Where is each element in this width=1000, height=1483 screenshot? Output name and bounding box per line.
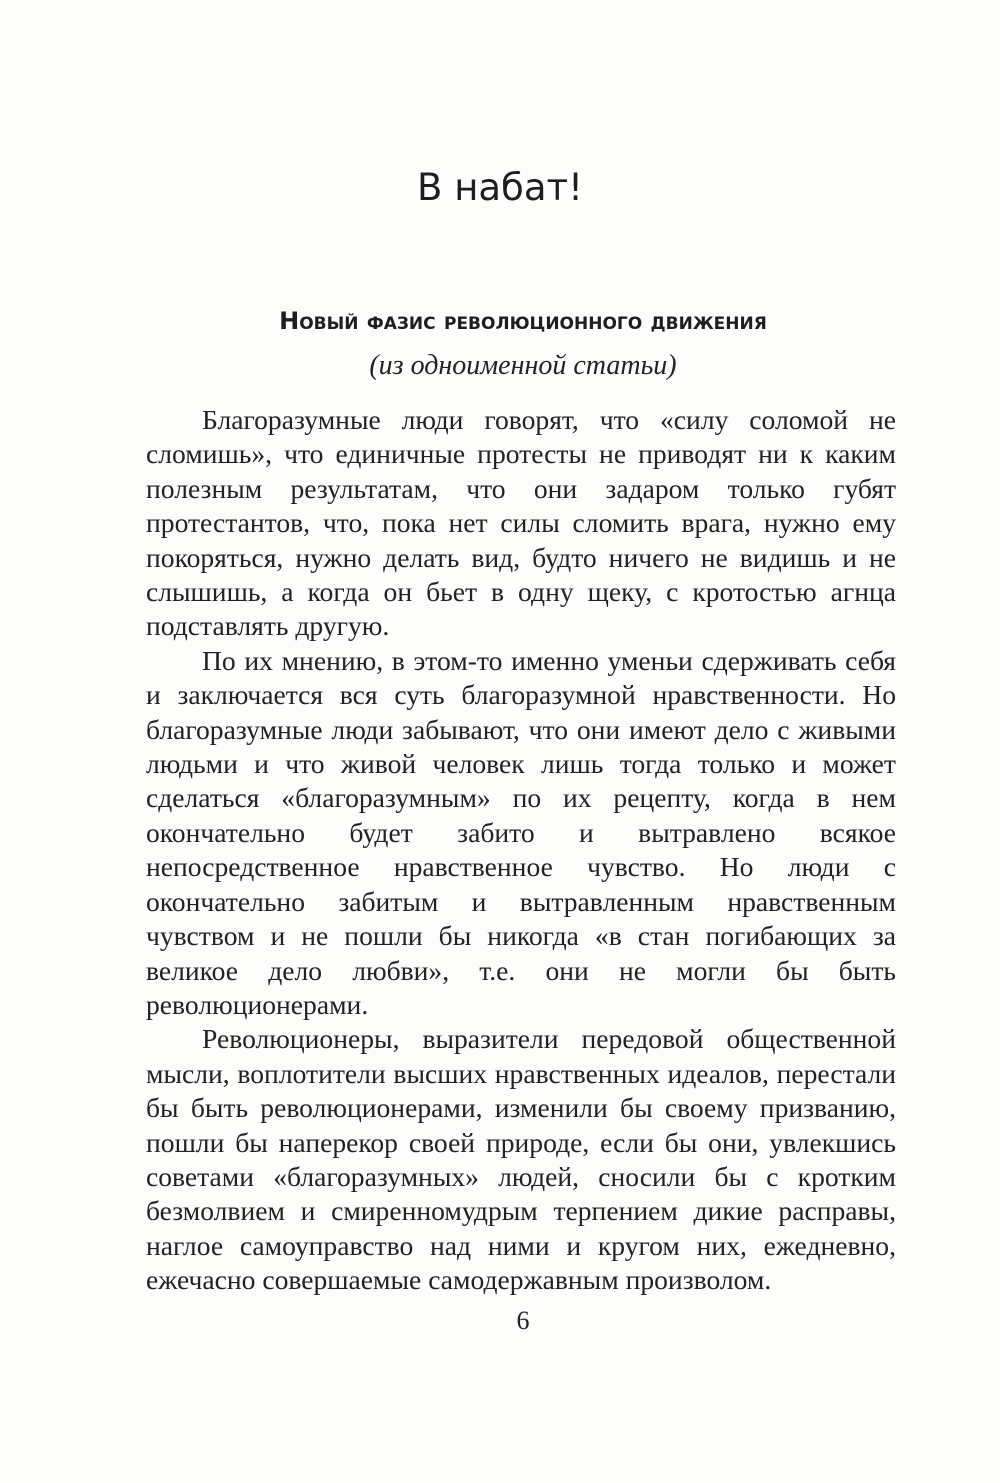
- paragraph-1: Благоразумные люди говорят, что «силу соломой не сломишь», что единичные протесты не приводят ни к каким полезным результатам, что они задаром только губят протестантов, что, пока нет силы сломить врага, нужно ему покоряться, нужно делать вид, будто ничего не видишь и не слышишь, а когда он бьет в одну щеку, с кротостью агнца подставлять другую.: [146, 404, 896, 642]
- body-text: [146, 403, 896, 1298]
- source-note: (из одноименной статьи): [369, 350, 677, 381]
- section-title: Новый фазис революционного движения: [279, 307, 767, 335]
- paragraph-3: Революционеры, выразители передовой общественной мысли, воплотители высших нравственных идеалов, перестали бы быть революционерами, изменили бы своему призванию, пошли бы наперекор своей природе, если бы они, увлекшись советами «благоразумных» людей, сносили бы с кротким безмолвием и смиренномудрым терпением дикие расправы, наглое самоуправство над ними и кругом них, ежедневно, ежечасно совершаемые самодержавным произволом.: [146, 1023, 896, 1296]
- paragraph-2: По их мнению, в этом-то именно уменьи сдерживать себя и заключается вся суть благоразумной нравственности. Но благоразумные люди забывают, что они имеют дело с живыми людьми и что живой человек лишь тогда только и может сделаться «благоразумным» по их рецепту, когда в нем окончательно будет забито и вытравлено всякое непосредственное нравственное чувство. Но люди с окончательно забитым и вытравленным нравственным чувством и не пошли бы никогда «в стан погибающих за великое дело любви», т.е. они не могли бы быть революционерами.: [146, 644, 896, 1020]
- page-number: 6: [516, 1306, 530, 1335]
- chapter-title: В набат!: [417, 166, 583, 209]
